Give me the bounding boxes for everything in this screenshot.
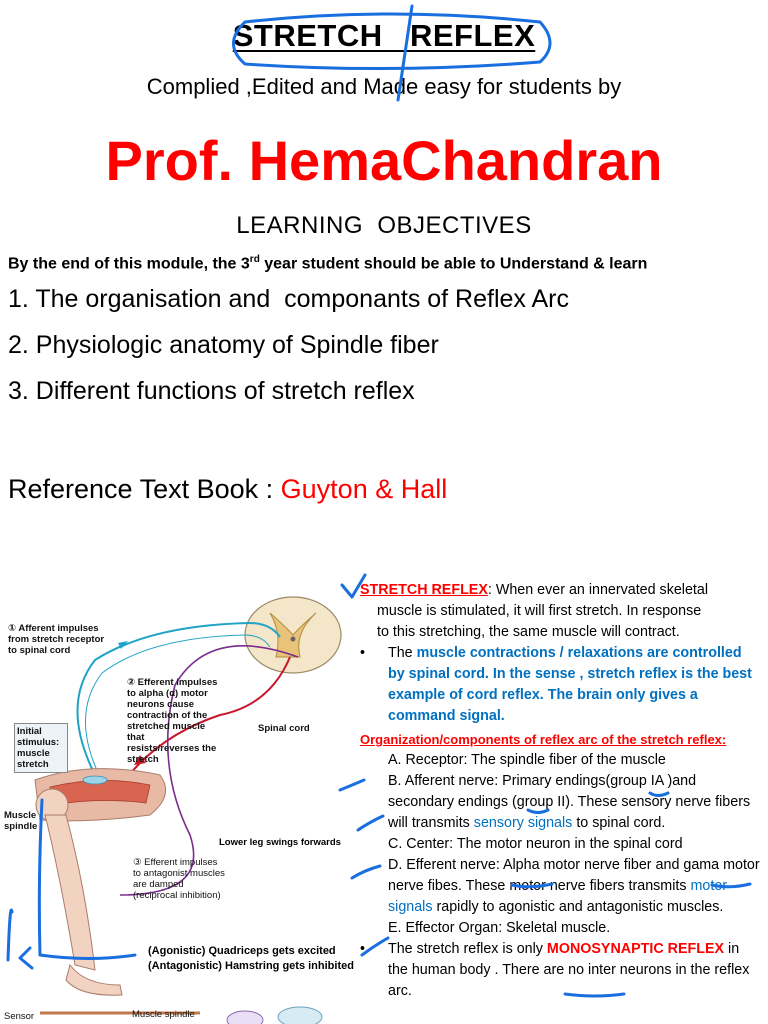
item-efferent [360, 855, 762, 918]
label-muscle-spindle: Muscle spindle [4, 810, 38, 832]
objective-3: 3. Different functions of stretch reflex [8, 377, 415, 405]
item-d-text: D. Efferent nerve: Alpha motor nerve fiber and gama motor nerve fibes. These motor nerve fibers transmits [388, 857, 760, 894]
page-title: STRETCH REFLEX [232, 18, 536, 53]
item-b-end: to spinal cord. [572, 815, 666, 831]
antagonistic-label: (Antagonistic) Hamstring gets inhibited [148, 960, 354, 972]
item-b-text: B. Afferent nerve: Primary endings(group IA )and secondary endings (group II). These sensory nerve fibers will transmits [388, 773, 751, 831]
definition-text: : When ever an innervated skeletal [487, 582, 709, 598]
bullet-2-pre: The stretch reflex is only [388, 941, 547, 957]
objective-1: 1. The organisation and componants of Reflex Arc [8, 285, 569, 313]
subtitle: Complied ,Edited and Made easy for students by [146, 74, 622, 99]
label-spinal-cord: Spinal cord [258, 723, 310, 734]
item-b-blue: sensory signals [473, 815, 573, 831]
objective-2: 2. Physiologic anatomy of Spindle fiber [8, 331, 439, 359]
bullet-1-blue: muscle contractions / relaxations are controlled by spinal cord. In the sense , stretch reflex is the best example of cord reflex. The brain only gives a command signal. [388, 645, 752, 724]
item-effector: E. Effector Organ: Skeletal muscle. [388, 920, 611, 936]
bullet-1-pre: The [388, 645, 417, 661]
bullet-monosynaptic [360, 939, 762, 1002]
bullet-2-post: in the human body . There are no inter neurons in the reflex arc. [388, 941, 750, 999]
objectives-heading: LEARNING OBJECTIVES [236, 212, 532, 239]
definition [360, 580, 762, 601]
definition-line-3: to this stretching, the same muscle will contract. [377, 624, 680, 640]
intro-after: year student should be able to Understand & learn [259, 255, 648, 273]
item-d-blue: motor signals [388, 878, 728, 915]
author-name: Prof. HemaChandran [105, 129, 663, 192]
organization-heading: Organization/components of reflex arc of the stretch reflex: [360, 732, 727, 747]
agonistic-label: (Agonistic) Quadriceps gets excited [148, 945, 336, 957]
label-sensor: Sensor [4, 1011, 35, 1022]
item-center: C. Center: The motor neuron in the spinal cord [388, 836, 683, 852]
agonist-antagonist-labels [148, 944, 354, 974]
label-efferent: ② Efferent impulses to alpha (α) motor neurons cause contraction of the stretched muscle that resists/reverses the stretch [127, 677, 218, 765]
title-wrap [0, 18, 768, 54]
reference-label: Reference Text Book : [8, 474, 281, 504]
reference-line [8, 474, 447, 505]
lower-leg-label: Lower leg swings forwards [219, 837, 341, 848]
label-muscle-spindle-bottom: Muscle spindle [132, 1009, 195, 1020]
intro-sup: rd [249, 254, 260, 265]
definition-term: STRETCH REFLEX [360, 582, 488, 598]
label-afferent: ① Afferent impulses from stretch receptor to spinal cord [8, 623, 105, 656]
notes-column [360, 580, 762, 1002]
item-afferent [360, 771, 762, 834]
definition-line-2: muscle is stimulated, it will first stretch. In response [377, 603, 702, 619]
item-d-end: rapidly to agonistic and antagonistic muscles. [432, 899, 724, 915]
bullet-cord-reflex [360, 643, 762, 727]
reference-book: Guyton & Hall [280, 474, 448, 504]
intro-text [8, 254, 647, 273]
bullet-2-red: MONOSYNAPTIC REFLEX [546, 941, 725, 957]
intro-before: By the end of this module, the 3 [8, 255, 250, 273]
item-receptor: A. Receptor: The spindle fiber of the muscle [388, 752, 666, 768]
label-initial-stimulus: Initial stimulus: muscle stretch [14, 723, 68, 773]
label-efferent-antagonist: ③ Efferent impulses to antagonist muscles are damped (reciprocal inhibition) [133, 857, 225, 901]
